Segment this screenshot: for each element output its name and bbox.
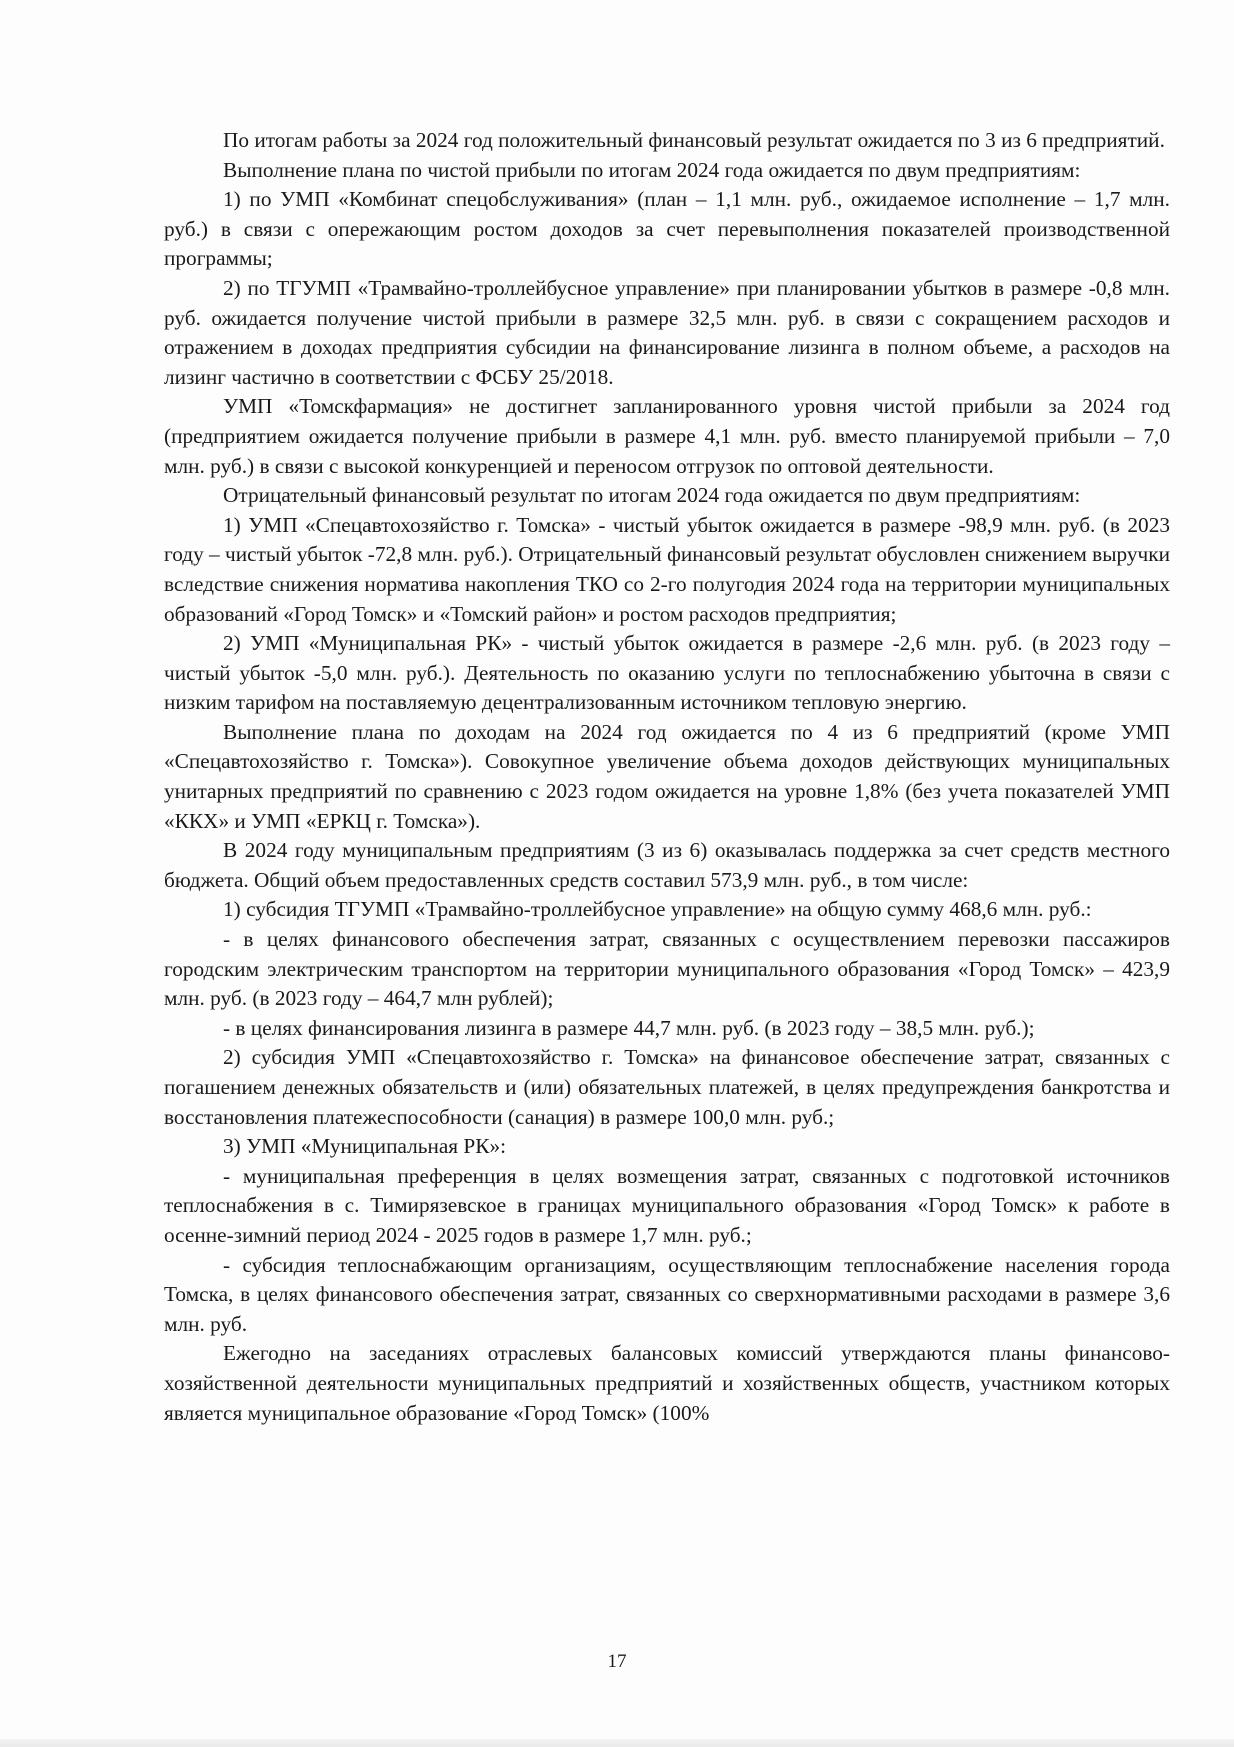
paragraph-negative-result-intro: Отрицательный финансовый результат по итогам 2024 года ожидается по двум предприятиям: [223, 483, 1081, 508]
paragraph-income-plan: Выполнение плана по доходам на 2024 год ожидается по 4 из 6 предприятий (кроме УМП «Спецавтохозяйство г. Томска»). Совокупное увеличение объема доходов действующих муниципальных унитарных предприятий по сравнению с 2023 годом ожидается на уровне 1,8% (без учета показателей УМП «ККХ» и УМП «ЕРКЦ г. Томска»). [164, 719, 1170, 833]
paragraph-municipal-rk-support: 3) УМП «Муниципальная РК»: [223, 1134, 507, 1159]
paragraph-positive-result: По итогам работы за 2024 год положительный финансовый результат ожидается по 3 из 6 предприятий. [223, 128, 1165, 152]
paragraph-balance-commissions: Ежегодно на заседаниях отраслевых балансовых комиссий утверждаются планы финансово-хозяйственной деятельности муниципальных предприятий и хозяйственных обществ, участником которых является муниципальное образование «Город Томск» (100% [164, 1341, 1170, 1425]
paragraph-kombinat: 1) по УМП «Комбинат спецобслуживания» (план – 1,1 млн. руб., ожидаемое исполнение – 1,7 млн. руб.) в связи с опережающим ростом доходов за счет перевыполнения показателей производственной программы; [164, 187, 1170, 271]
paragraph-budget-support: В 2024 году муниципальным предприятиям (3 из 6) оказывалась поддержка за счет средств местного бюджета. Общий объем предоставленных средств составил 573,9 млн. руб., в том числе: [164, 838, 1170, 892]
paragraph-subsidy-transport: - в целях финансового обеспечения затрат, связанных с осуществлением перевозки пассажиров городским электрическим транспортом на территории муниципального образования «Город Томск» – 423,9 млн. руб. (в 2023 году – 464,7 млн рублей); [164, 927, 1170, 1011]
paragraph-heat-subsidy: - субсидия теплоснабжающим организациям, осуществляющим теплоснабжение населения города Томска, в целях финансового обеспечения затрат, связанных со сверхнормативными расходами в размере 3,6 млн. руб. [164, 1252, 1170, 1336]
paragraph-tomskfarmaciya: УМП «Томскфармация» не достигнет запланированного уровня чистой прибыли за 2024 год (предприятием ожидается получение прибыли в размере 4,1 млн. руб. вместо планируемой прибыли – 7,0 млн. руб.) в связи с высокой конкуренцией и переносом отгрузок по оптовой деятельности. [164, 394, 1170, 478]
paragraph-tgump: 2) по ТГУМП «Трамвайно-троллейбусное управление» при планировании убытков в размере -0,8 млн. руб. ожидается получение чистой прибыли в размере 32,5 млн. руб. в связи с сокращением расходов и отражением в доходах предприятия субсидии на финансирование лизинга в полном объеме, а расходов на лизинг частично в соответствии с ФСБУ 25/2018. [164, 275, 1170, 389]
document-body [164, 126, 1170, 1428]
paragraph-subsidy-sanation: 2) субсидия УМП «Спецавтохозяйство г. Томска» на финансовое обеспечение затрат, связанных с погашением денежных обязательств и (или) обязательных платежей, в целях предупреждения банкротства и восстановления платежеспособности (санация) в размере 100,0 млн. руб.; [164, 1045, 1170, 1129]
paragraph-preference: - муниципальная преференция в целях возмещения затрат, связанных с подготовкой источников теплоснабжения в с. Тимирязевское в границах муниципального образования «Город Томск» к работе в осенне-зимний период 2024 - 2025 годов в размере 1,7 млн. руб.; [164, 1163, 1170, 1247]
paragraph-subsidy-leasing: - в целях финансирования лизинга в размере 44,7 млн. руб. (в 2023 году – 38,5 млн. руб.); [223, 1015, 1035, 1040]
paragraph-specavtohozyaistvo: 1) УМП «Спецавтохозяйство г. Томска» - чистый убыток ожидается в размере -98,9 млн. руб. (в 2023 году – чистый убыток -72,8 млн. руб.). Отрицательный финансовый результат обусловлен снижением выручки вследствие снижения норматива накопления ТКО со 2-го полугодия 2024 года на территории муниципальных образований «Город Томск» и «Томский район» и ростом расходов предприятия; [164, 512, 1171, 626]
paragraph-municipal-rk: 2) УМП «Муниципальная РК» - чистый убыток ожидается в размере -2,6 млн. руб. (в 2023 году – чистый убыток -5,0 млн. руб.). Деятельность по оказанию услуги по теплоснабжению убыточна в связи с низким тарифом на поставляемую децентрализованным источником тепловую энергию. [164, 631, 1170, 715]
scan-bottom-edge [0, 1739, 1234, 1747]
paragraph-subsidy-tgump: 1) субсидия ТГУМП «Трамвайно-троллейбусное управление» на общую сумму 468,6 млн. руб.: [223, 897, 1092, 922]
page-number: 17 [607, 1651, 627, 1672]
paragraph-profit-plan-intro: Выполнение плана по чистой прибыли по итогам 2024 года ожидается по двум предприятиям: [223, 157, 1081, 182]
